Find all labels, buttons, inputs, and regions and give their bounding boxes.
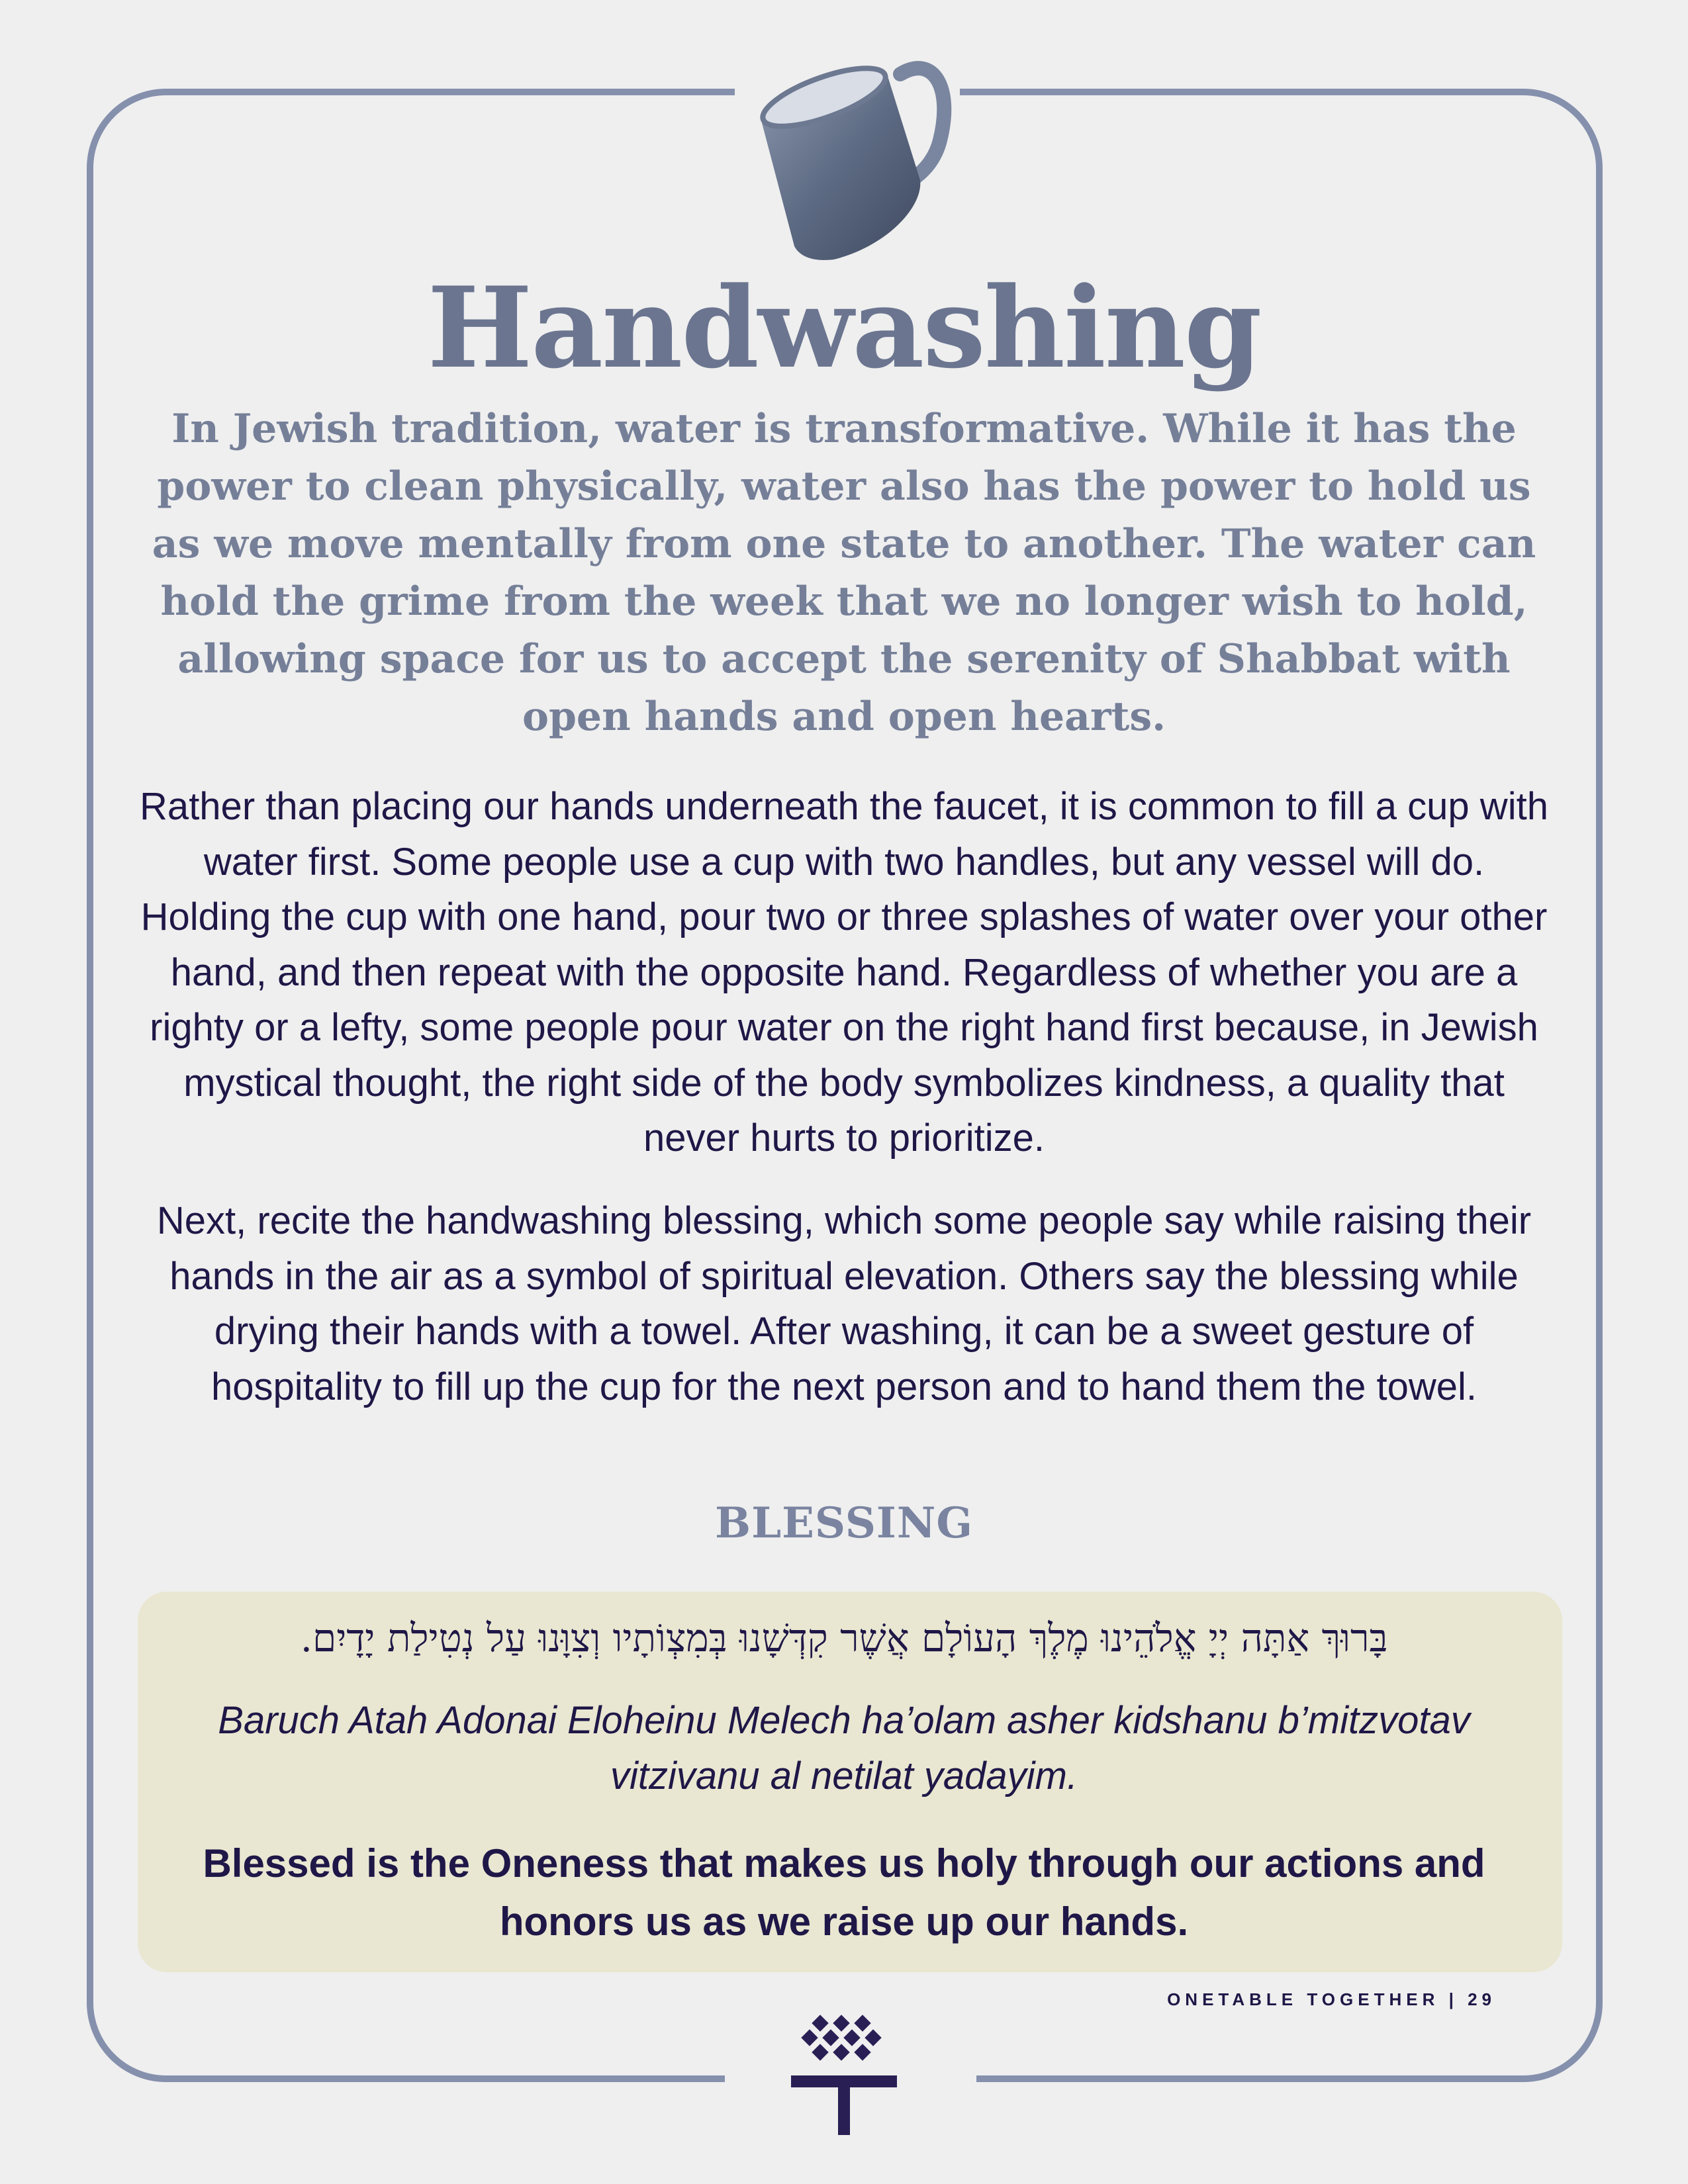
body-paragraph-2: Next, recite the handwashing blessing, which some people say while raising their hands in the air as a symbol of spiritual elevation. Others say the blessing while drying their hands with a towel. After washing, it can be a sweet gesture of hospitality to fill up the cup for the next person and to hand them the towel. xyxy=(156,1199,1532,1408)
blessing-translation: Blessed is the Oneness that makes us holy through our actions and honors us as we raise up our hands. xyxy=(203,1841,1485,1944)
blessing-hebrew: בָּרוּךְ אַתָּה יְיָ אֱלֹהֵינוּ מֶלֶךְ הָעוֹלָם אֲשֶׁר קִדְּשָׁנוּ בְּמִצְוֹתָיו וְצִוָּנוּ עַל נְטִילַת יָדָיִם. xyxy=(300,1615,1388,1661)
body-paragraph-1: Rather than placing our hands underneath the faucet, it is common to fill a cup with water first. Some people use a cup with two handles, but any vessel will do. Holding the cup with one hand, pour two or three splashes of water over your other hand, and then repeat with the opposite hand. Regardless of whether you are a righty or a lefty, some people pour water on the right hand first because, in Jewish mystical thought, the right side of the body symbolizes kindness, a quality that never hurts to prioritize. xyxy=(140,785,1548,1160)
blessing-transliteration: Baruch Atah Adonai Eloheinu Melech ha’olam asher kidshanu b’mitzvotav vitzivanu al netilat yadayim. xyxy=(218,1699,1470,1797)
page-title: Handwashing xyxy=(427,262,1261,393)
intro-paragraph: In Jewish tradition, water is transformative. While it has the power to clean physically, water also has the power to hold us as we move mentally from one state to another. The water can hold the grime from the week that we no longer wish to hold, allowing space for us to accept the serenity of Shabbat with open hands and open hearts. xyxy=(152,406,1536,740)
blessing-heading: BLESSING xyxy=(715,1498,973,1548)
onetable-logo-icon xyxy=(784,2012,904,2138)
cup-illustration-icon xyxy=(735,48,960,266)
footer-page-label: ONETABLE TOGETHER | 29 xyxy=(1167,1989,1496,2009)
